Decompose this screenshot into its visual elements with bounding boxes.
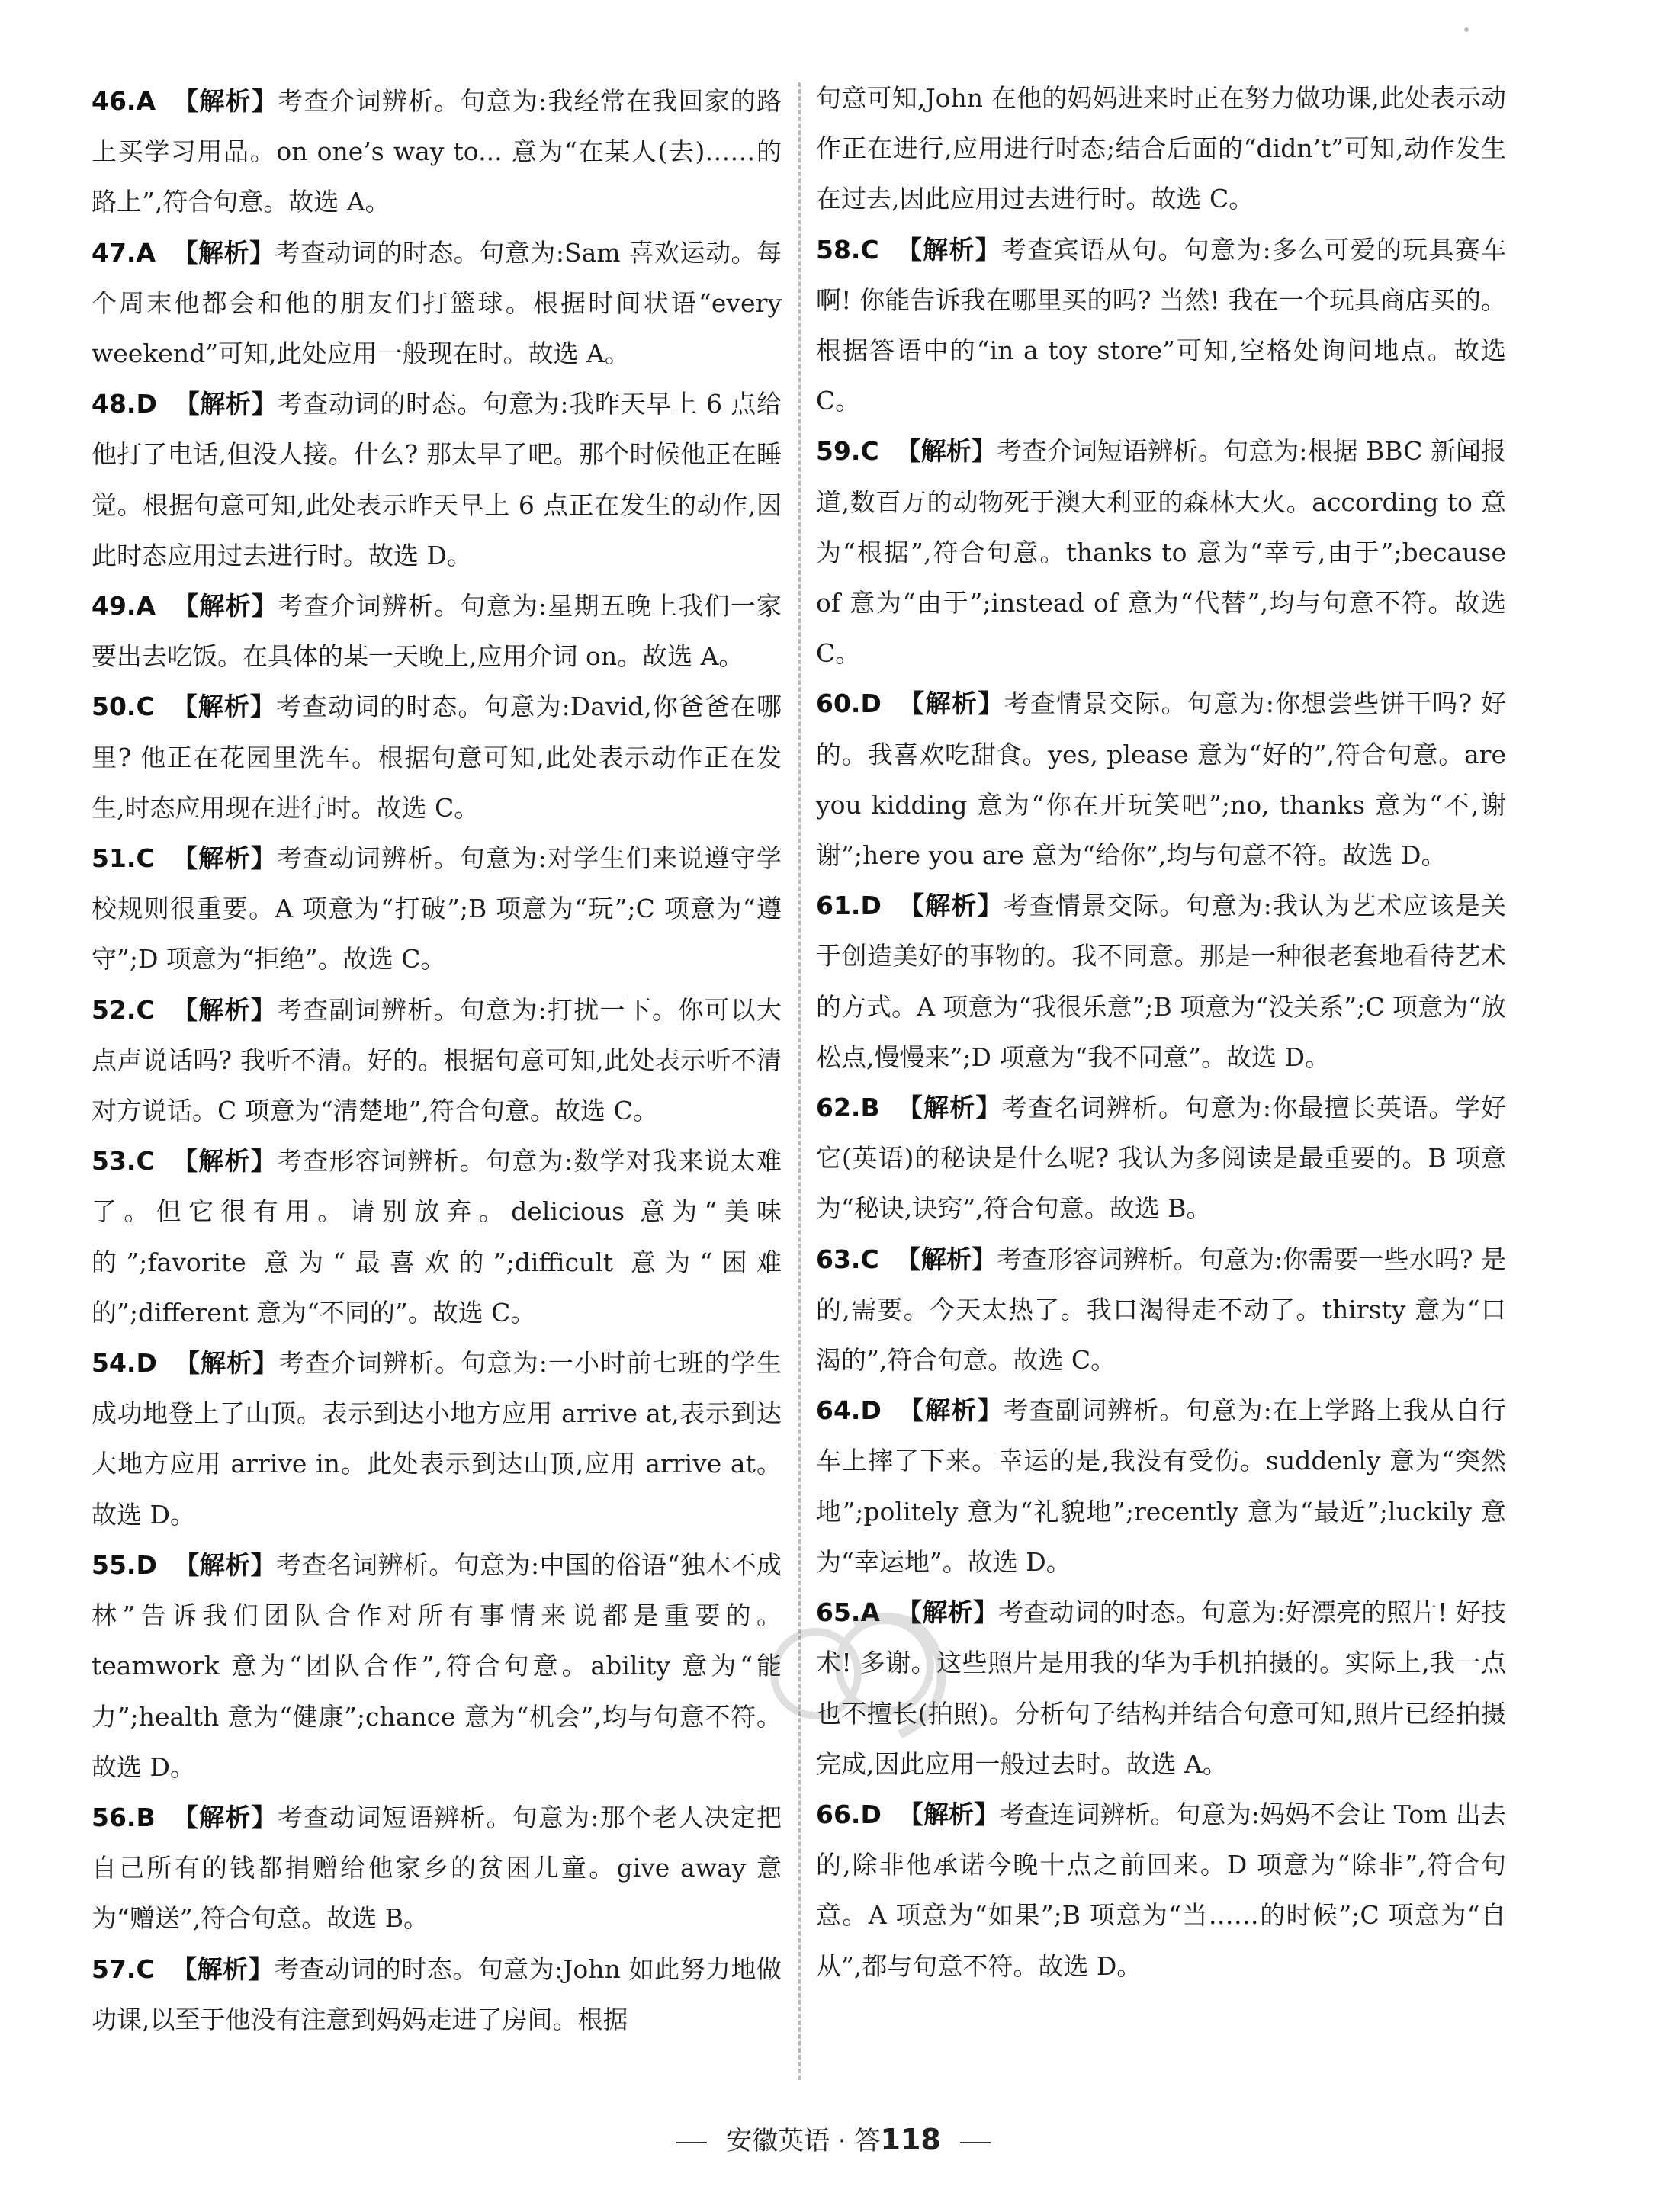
analysis-text: 考查介词辨析。句意为:我经常在我回家的路上买学习用品。on one’s way to... 意为“在某人(去)……的路上”,符合句意。故选 A。	[92, 86, 782, 217]
analysis-tag: 【解析】	[898, 1799, 1000, 1829]
analysis-tag: 【解析】	[173, 1348, 279, 1379]
analysis-tag: 【解析】	[172, 86, 278, 116]
analysis-text: 考查连词辨析。句意为:妈妈不会让 Tom 出去的,除非他承诺今晚十点之前回来。D 项意为“除非”,符合句意。A 项意为“如果”;B 项意为“当……的时候”;C 项意为“自从”,都与句意不符。故选 D。	[816, 1799, 1506, 1981]
analysis-text: 考查动词的时态。句意为:John 如此努力地做功课,以至于他没有注意到妈妈走进了房间。根据	[92, 1954, 782, 2034]
answer-entry	[92, 833, 782, 985]
analysis-text: 考查形容词辨析。句意为:你需要一些水吗? 是的,需要。今天太热了。我口渴得走不动了。thirsty 意为“口渴的”,符合句意。故选 C。	[816, 1244, 1506, 1376]
question-number: 55.D	[92, 1549, 157, 1580]
answer-entry	[92, 682, 782, 833]
analysis-tag: 【解析】	[172, 1802, 278, 1832]
analysis-text: 考查动词的时态。句意为:好漂亮的照片! 好技术! 多谢。这些照片是用我的华为手机拍摄的。实际上,我一点也不擅长(拍照)。分析句子结构并结合句意可知,照片已经拍摄完成,因此应用一般过去时。故选 A。	[816, 1597, 1507, 1779]
analysis-text: 考查动词的时态。句意为:David,你爸爸在哪里? 他正在花园里洗车。根据句意可知,此处表示动作正在发生,时态应用现在进行时。故选 C。	[92, 692, 782, 823]
question-number: 57.C	[92, 1954, 155, 1984]
question-number: 51.C	[92, 843, 155, 874]
analysis-text: 考查宾语从句。句意为:多么可爱的玩具赛车啊! 你能告诉我在哪里买的吗? 当然! 我在一个玩具商店买的。根据答语中的“in a toy store”可知,空格处询问地点。故选 C。	[816, 234, 1507, 416]
analysis-tag: 【解析】	[895, 436, 997, 467]
footer-dash-left	[676, 2142, 707, 2143]
analysis-text: 考查动词的时态。句意为:我昨天早上 6 点给他打了电话,但没人接。什么? 那太早了吧。那个时候他正在睡觉。根据句意可知,此处表示昨天早上 6 点正在发生的动作,因此时态应用过去进行时。故选 D。	[92, 389, 782, 570]
question-number: 66.D	[816, 1799, 882, 1829]
watermark-seal-icon	[763, 1594, 961, 1754]
analysis-tag: 【解析】	[173, 1549, 276, 1580]
question-number: 63.C	[816, 1244, 879, 1274]
analysis-tag: 【解析】	[171, 692, 276, 722]
analysis-tag: 【解析】	[897, 1597, 999, 1628]
answer-entry	[92, 985, 782, 1137]
analysis-text: 考查副词辨析。句意为:打扰一下。你可以大点声说话吗? 我听不清。好的。根据句意可知,此处表示听不清对方说话。C 项意为“清楚地”,符合句意。故选 C。	[92, 994, 782, 1126]
analysis-tag: 【解析】	[895, 234, 1001, 265]
analysis-text: 考查介词短语辨析。句意为:根据 BBC 新闻报道,数百万的动物死于澳大利亚的森林大火。according to 意为“根据”,符合句意。thanks to 意为“幸亏,由于”;because of 意为“由于”;instead of 意为“代替”,均与句意不符。故选 C。	[816, 436, 1507, 669]
column-divider	[798, 82, 801, 2080]
answer-entry	[92, 379, 782, 581]
answer-entry	[816, 73, 1506, 225]
answer-entry	[92, 581, 782, 682]
analysis-tag: 【解析】	[171, 994, 277, 1025]
analysis-tag: 【解析】	[896, 1093, 1002, 1123]
analysis-text: 考查名词辨析。句意为:你最擅长英语。学好它(英语)的秘诀是什么呢? 我认为多阅读是最重要的。B 项意为“秘诀,诀窍”,符合句意。故选 B。	[816, 1093, 1506, 1224]
analysis-tag: 【解析】	[171, 843, 277, 874]
footer-subject: 安徽英语 · 答	[726, 2126, 881, 2156]
question-number: 52.C	[92, 994, 155, 1025]
analysis-tag: 【解析】	[898, 1395, 1004, 1426]
analysis-text: 考查动词短语辨析。句意为:那个老人决定把自己所有的钱都捐赠给他家乡的贫困儿童。give away 意为“赠送”,符合句意。故选 B。	[92, 1802, 782, 1934]
question-number: 58.C	[816, 234, 879, 265]
analysis-text: 考查动词辨析。句意为:对学生们来说遵守学校规则很重要。A 项意为“打破”;B 项意为“玩”;C 项意为“遵守”;D 项意为“拒绝”。故选 C。	[92, 843, 782, 974]
answer-entry	[92, 1793, 782, 1944]
footer-dash-right	[960, 2142, 991, 2143]
analysis-tag: 【解析】	[171, 1954, 274, 1984]
analysis-text: 考查形容词辨析。句意为:数学对我来说太难了。但它很有用。请别放弃。delicious 意为“美味的”;favorite 意为“最喜欢的”;difficult 意为“困难的”;different 意为“不同的”。故选 C。	[92, 1146, 782, 1328]
analysis-text: 考查情景交际。句意为:你想尝些饼干吗? 好的。我喜欢吃甜食。yes, please 意为“好的”,符合句意。are you kidding 意为“你在开玩笑吧”;no, thanks 意为“不,谢谢”;here you are 意为“给你”,均与句意不符。故选 D。	[816, 689, 1506, 871]
analysis-tag: 【解析】	[895, 1244, 997, 1274]
question-number: 64.D	[816, 1395, 882, 1426]
page-footer	[0, 2120, 1667, 2157]
left-column	[92, 76, 782, 2045]
analysis-tag: 【解析】	[172, 237, 275, 268]
analysis-text: 考查介词辨析。句意为:一小时前七班的学生成功地登上了山顶。表示到达小地方应用 arrive at,表示到达大地方应用 arrive in。此处表示到达山顶,应用 arrive at。故选 D。	[92, 1348, 782, 1530]
answer-entry	[816, 679, 1506, 881]
question-number: 47.A	[92, 237, 156, 268]
analysis-text: 考查动词的时态。句意为:Sam 喜欢运动。每个周末他都会和他的朋友们打篮球。根据时间状语“every weekend”可知,此处应用一般现在时。故选 A。	[92, 237, 782, 369]
question-number: 46.A	[92, 86, 156, 116]
analysis-tag: 【解析】	[898, 891, 1004, 921]
analysis-text: 句意可知,John 在他的妈妈进来时正在努力做功课,此处表示动作正在进行,应用进行时态;结合后面的“didn’t”可知,动作发生在过去,因此应用过去进行时。故选 C。	[816, 83, 1506, 214]
answer-entry	[816, 426, 1506, 679]
analysis-tag: 【解析】	[172, 591, 278, 621]
answer-entry	[816, 881, 1506, 1083]
answer-entry	[92, 1136, 782, 1338]
answer-entry	[816, 1234, 1506, 1386]
analysis-text: 考查副词辨析。句意为:在上学路上我从自行车上摔了下来。幸运的是,我没有受伤。suddenly 意为“突然地”;politely 意为“礼貌地”;recently 意为“最近”;luckily 意为“幸运地”。故选 D。	[816, 1395, 1507, 1577]
question-number: 61.D	[816, 891, 882, 921]
analysis-text: 考查名词辨析。句意为:中国的俗语“独木不成林”告诉我们团队合作对所有事情来说都是重要的。teamwork 意为“团队合作”,符合句意。ability 意为“能力”;health 意为“健康”;chance 意为“机会”,均与句意不符。故选 D。	[92, 1549, 782, 1782]
answer-entry	[92, 1944, 782, 2045]
answer-entry	[92, 76, 782, 228]
page-number: 118	[880, 2123, 941, 2156]
question-number: 60.D	[816, 689, 882, 719]
corner-dot	[1464, 27, 1469, 32]
answer-entry	[816, 1790, 1506, 1992]
analysis-tag: 【解析】	[173, 389, 278, 419]
answer-entry	[816, 1083, 1506, 1234]
analysis-text: 考查介词辨析。句意为:星期五晚上我们一家要出去吃饭。在具体的某一天晚上,应用介词 on。故选 A。	[92, 591, 782, 672]
answer-entry	[92, 228, 782, 380]
question-number: 48.D	[92, 389, 157, 419]
question-number: 50.C	[92, 692, 155, 722]
analysis-tag: 【解析】	[171, 1146, 277, 1177]
question-number: 56.B	[92, 1802, 156, 1832]
answer-entry	[92, 1540, 782, 1793]
answer-entry	[816, 1385, 1506, 1588]
question-number: 59.C	[816, 436, 879, 467]
answer-entry	[92, 1338, 782, 1540]
question-number: 53.C	[92, 1146, 155, 1177]
analysis-text: 考查情景交际。句意为:我认为艺术应该是关于创造美好的事物的。我不同意。那是一种很老套地看待艺术的方式。A 项意为“我很乐意”;B 项意为“没关系”;C 项意为“放松点,慢慢来”;D 项意为“我不同意”。故选 D。	[816, 891, 1507, 1072]
question-number: 49.A	[92, 591, 156, 621]
answer-entry	[816, 225, 1506, 427]
question-number: 65.A	[816, 1597, 880, 1628]
analysis-tag: 【解析】	[898, 689, 1004, 719]
question-number: 62.B	[816, 1093, 880, 1123]
question-number: 54.D	[92, 1348, 157, 1379]
